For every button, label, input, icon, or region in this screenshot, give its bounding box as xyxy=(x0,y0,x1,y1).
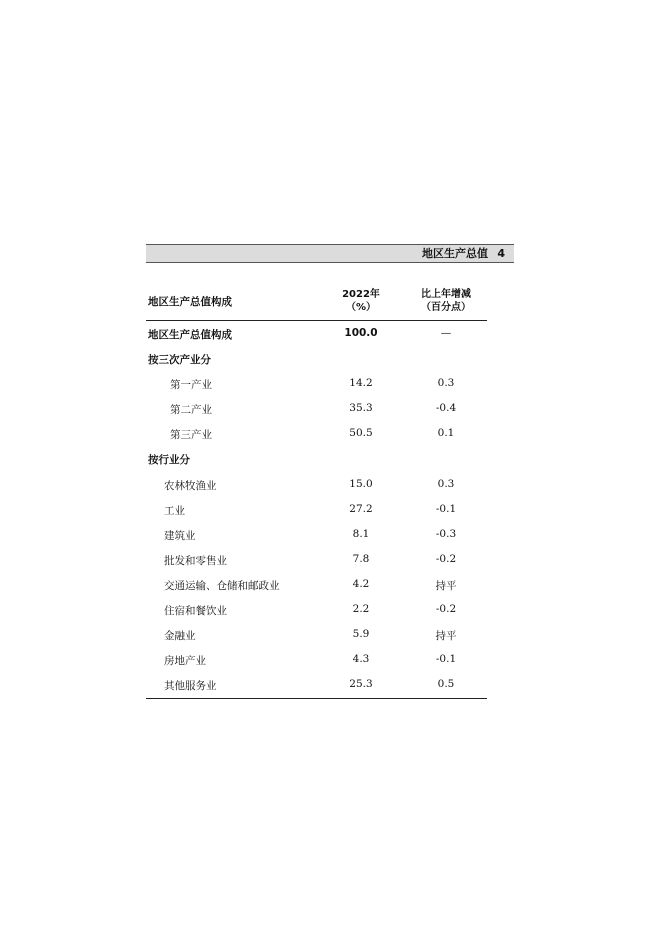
row-change: — xyxy=(440,327,452,339)
column-header-year-line1: 2022年 xyxy=(342,289,380,300)
row-label: 批发和零售业 xyxy=(164,554,227,567)
row-change: 0.1 xyxy=(437,427,455,440)
row-label: 地区生产总值构成 xyxy=(148,329,232,341)
row-value-2022: 100.0 xyxy=(344,327,378,339)
table-row xyxy=(146,497,487,522)
row-value-2022: 15.0 xyxy=(349,477,373,490)
row-label: 按三次产业分 xyxy=(148,354,211,367)
row-value-2022: 50.5 xyxy=(349,427,373,440)
column-header-label: 地区生产总值构成 xyxy=(148,296,232,308)
table-row xyxy=(146,622,487,647)
row-change: -0.2 xyxy=(435,603,457,616)
column-header-year-line2: （%） xyxy=(345,302,377,313)
row-change: 持平 xyxy=(435,579,457,592)
column-header-change-line1: 比上年增减 xyxy=(421,289,471,300)
table-row xyxy=(146,371,487,396)
table-row xyxy=(146,522,487,547)
row-label: 第一产业 xyxy=(170,379,212,392)
row-label: 住宿和餐饮业 xyxy=(164,605,227,618)
row-value-2022: 35.3 xyxy=(349,402,373,415)
row-value-2022: 25.3 xyxy=(349,678,373,691)
row-label: 第二产业 xyxy=(170,404,212,417)
table-row xyxy=(146,647,487,672)
row-label: 其他服务业 xyxy=(164,680,217,693)
table-row xyxy=(146,672,487,697)
row-value-2022: 4.3 xyxy=(352,653,370,666)
row-change: 持平 xyxy=(435,630,457,643)
column-header-change-line2: （百分点） xyxy=(421,302,471,313)
row-label: 建筑业 xyxy=(164,529,196,542)
running-header xyxy=(146,244,514,263)
gdp-composition-table xyxy=(146,282,487,699)
row-label: 工业 xyxy=(164,504,185,517)
row-value-2022: 8.1 xyxy=(352,527,370,540)
row-change: 0.5 xyxy=(437,678,455,691)
row-value-2022: 2.2 xyxy=(352,603,370,616)
table-row xyxy=(146,346,487,371)
table-row xyxy=(146,446,487,471)
page-number: 4 xyxy=(497,247,505,260)
row-change: 0.3 xyxy=(437,377,455,390)
row-value-2022: 7.8 xyxy=(352,552,370,565)
table-body xyxy=(146,321,487,699)
row-label: 交通运输、仓储和邮政业 xyxy=(164,579,280,592)
row-change: -0.1 xyxy=(435,502,457,515)
row-label: 农林牧渔业 xyxy=(164,479,217,492)
row-value-2022: 14.2 xyxy=(349,377,373,390)
table-row xyxy=(146,396,487,421)
table-header xyxy=(146,282,487,321)
column-header-change xyxy=(406,288,486,314)
row-label: 第三产业 xyxy=(170,429,212,442)
table-row xyxy=(146,547,487,572)
table-row xyxy=(146,572,487,597)
row-value-2022: 27.2 xyxy=(349,502,373,515)
row-change: 0.3 xyxy=(437,477,455,490)
header-title: 地区生产总值 xyxy=(422,247,488,260)
table-row xyxy=(146,321,487,346)
row-value-2022: 4.2 xyxy=(352,577,370,590)
row-label: 按行业分 xyxy=(148,454,190,467)
column-header-year xyxy=(326,288,396,314)
table-row xyxy=(146,421,487,446)
table-row xyxy=(146,597,487,622)
row-change: -0.3 xyxy=(435,527,457,540)
row-change: -0.2 xyxy=(435,552,457,565)
table-row xyxy=(146,472,487,497)
row-value-2022: 5.9 xyxy=(352,628,370,641)
row-label: 金融业 xyxy=(164,630,196,643)
row-change: -0.4 xyxy=(435,402,457,415)
row-label: 房地产业 xyxy=(164,655,206,668)
row-change: -0.1 xyxy=(435,653,457,666)
